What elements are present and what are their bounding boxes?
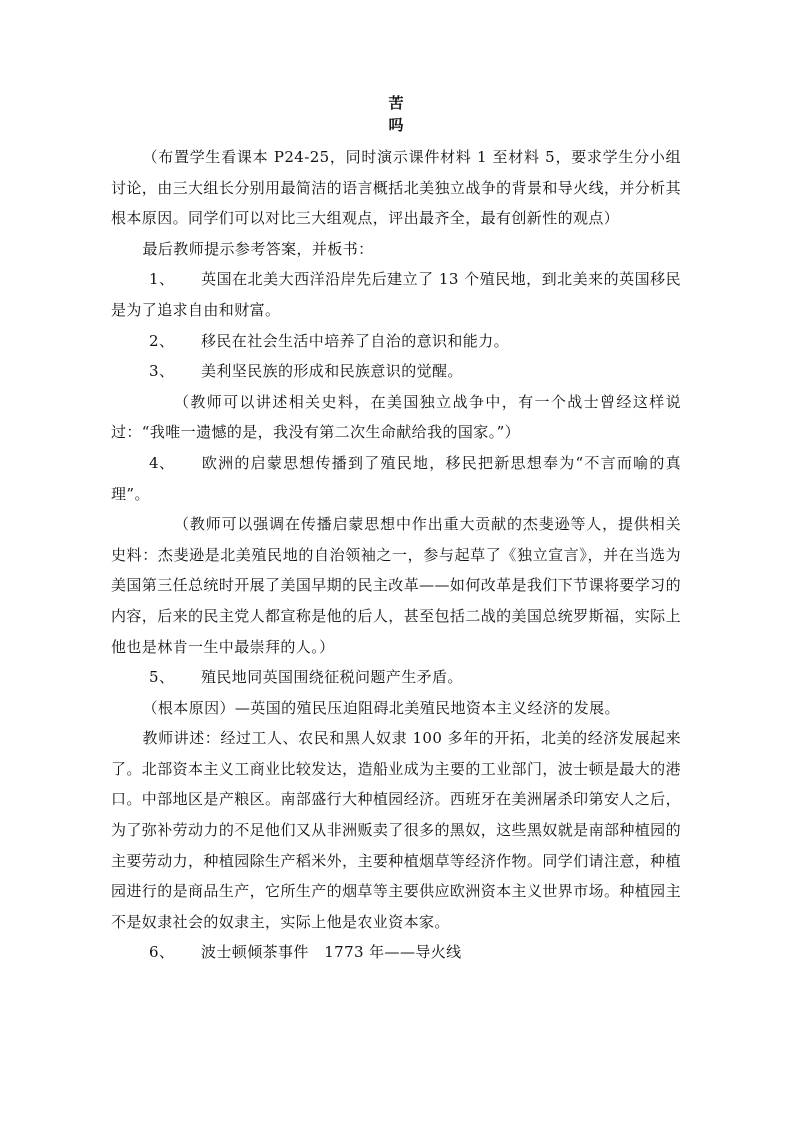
intro-paragraph: （布置学生看课本 P24-25，同时演示课件材料 1 至材料 5，要求学生分小组讨论，由三大组长分别用最简洁的语言概括北美独立战争的背景和导火线，并分析其根本原因。同学们可以对比三大组观点，评出最齐全，最有创新性的观点） xyxy=(111,148,681,228)
list-text-3: 美利坚民族的形成和民族意识的觉醒。 xyxy=(201,362,463,381)
list-number-1: 1、 xyxy=(149,270,175,289)
title-line-1: 苦 xyxy=(388,94,404,112)
list-text-4: 欧洲的启蒙思想传播到了殖民地，移民把新思想奉为“不言而喻的真理”。 xyxy=(111,453,681,503)
list-text-5: 殖民地同英国围绕征税问题产生矛盾。 xyxy=(201,668,463,687)
list-text-1: 英国在北美大西洋沿岸先后建立了 13 个殖民地，到北美来的英国移民是为了追求自由和财富。 xyxy=(111,270,681,319)
list-item-4 xyxy=(111,448,681,509)
list-text-6: 波士顿倾茶事件 1773 年——导火线 xyxy=(201,943,462,962)
document-title xyxy=(111,92,681,136)
document-body xyxy=(111,92,681,968)
list-item-5 xyxy=(111,662,681,693)
root-cause: （根本原因）—英国的殖民压迫阻碍北美殖民地资本主义经济的发展。 xyxy=(142,698,620,717)
list-number-2: 2、 xyxy=(149,331,175,350)
list-item-6 xyxy=(111,937,681,968)
list-item-1 xyxy=(111,264,681,325)
teacher-note-1: （教师可以讲述相关史料，在美国独立战争中，有一个战士曾经这样说过：“我唯一遗憾的是，我没有第二次生命献给我的国家。”） xyxy=(111,392,681,442)
list-number-5: 5、 xyxy=(149,668,175,687)
title-line-2: 吗 xyxy=(388,116,404,134)
list-number-4: 4、 xyxy=(149,453,175,472)
answer-prompt: 最后教师提示参考答案，并板书： xyxy=(142,239,374,258)
teacher-note-2: （教师可以强调在传播启蒙思想中作出重大贡献的杰斐逊等人，提供相关史料：杰斐逊是北美殖民地的自治领袖之一，参与起草了《独立宣言》，并在当选为美国第三任总统时开展了美国早期的民主改革——如何改革是我们下节课将要学习的内容，后来的民主党人都宣称是他的后人，甚至包括二战的美国总统罗斯福，实际上他也是林肯一生中最崇拜的人。） xyxy=(111,515,681,656)
list-item-3 xyxy=(111,356,681,387)
list-text-2: 移民在社会生活中培养了自治的意识和能力。 xyxy=(201,331,510,350)
list-number-6: 6、 xyxy=(149,943,175,962)
list-item-2 xyxy=(111,326,681,357)
teacher-talk: 教师讲述：经过工人、农民和黑人奴隶 100 多年的开拓，北美的经济发展起来了。北部资本主义工商业比较发达，造船业成为主要的工业部门，波士顿是最大的港口。中部地区是产粮区。南部盛行大种植园经济。西班牙在美洲屠杀印第安人之后，为了弥补劳动力的不足他们又从非洲贩卖了很多的黑奴，这些黑奴就是南部种植园的主要劳动力，种植园除生产稻米外，主要种植烟草等经济作物。同学们请注意，种植园进行的是商品生产，它所生产的烟草等主要供应欧洲资本主义世界市场。种植园主不是奴隶社会的奴隶主，实际上他是农业资本家。 xyxy=(111,729,681,931)
list-number-3: 3、 xyxy=(149,362,175,381)
